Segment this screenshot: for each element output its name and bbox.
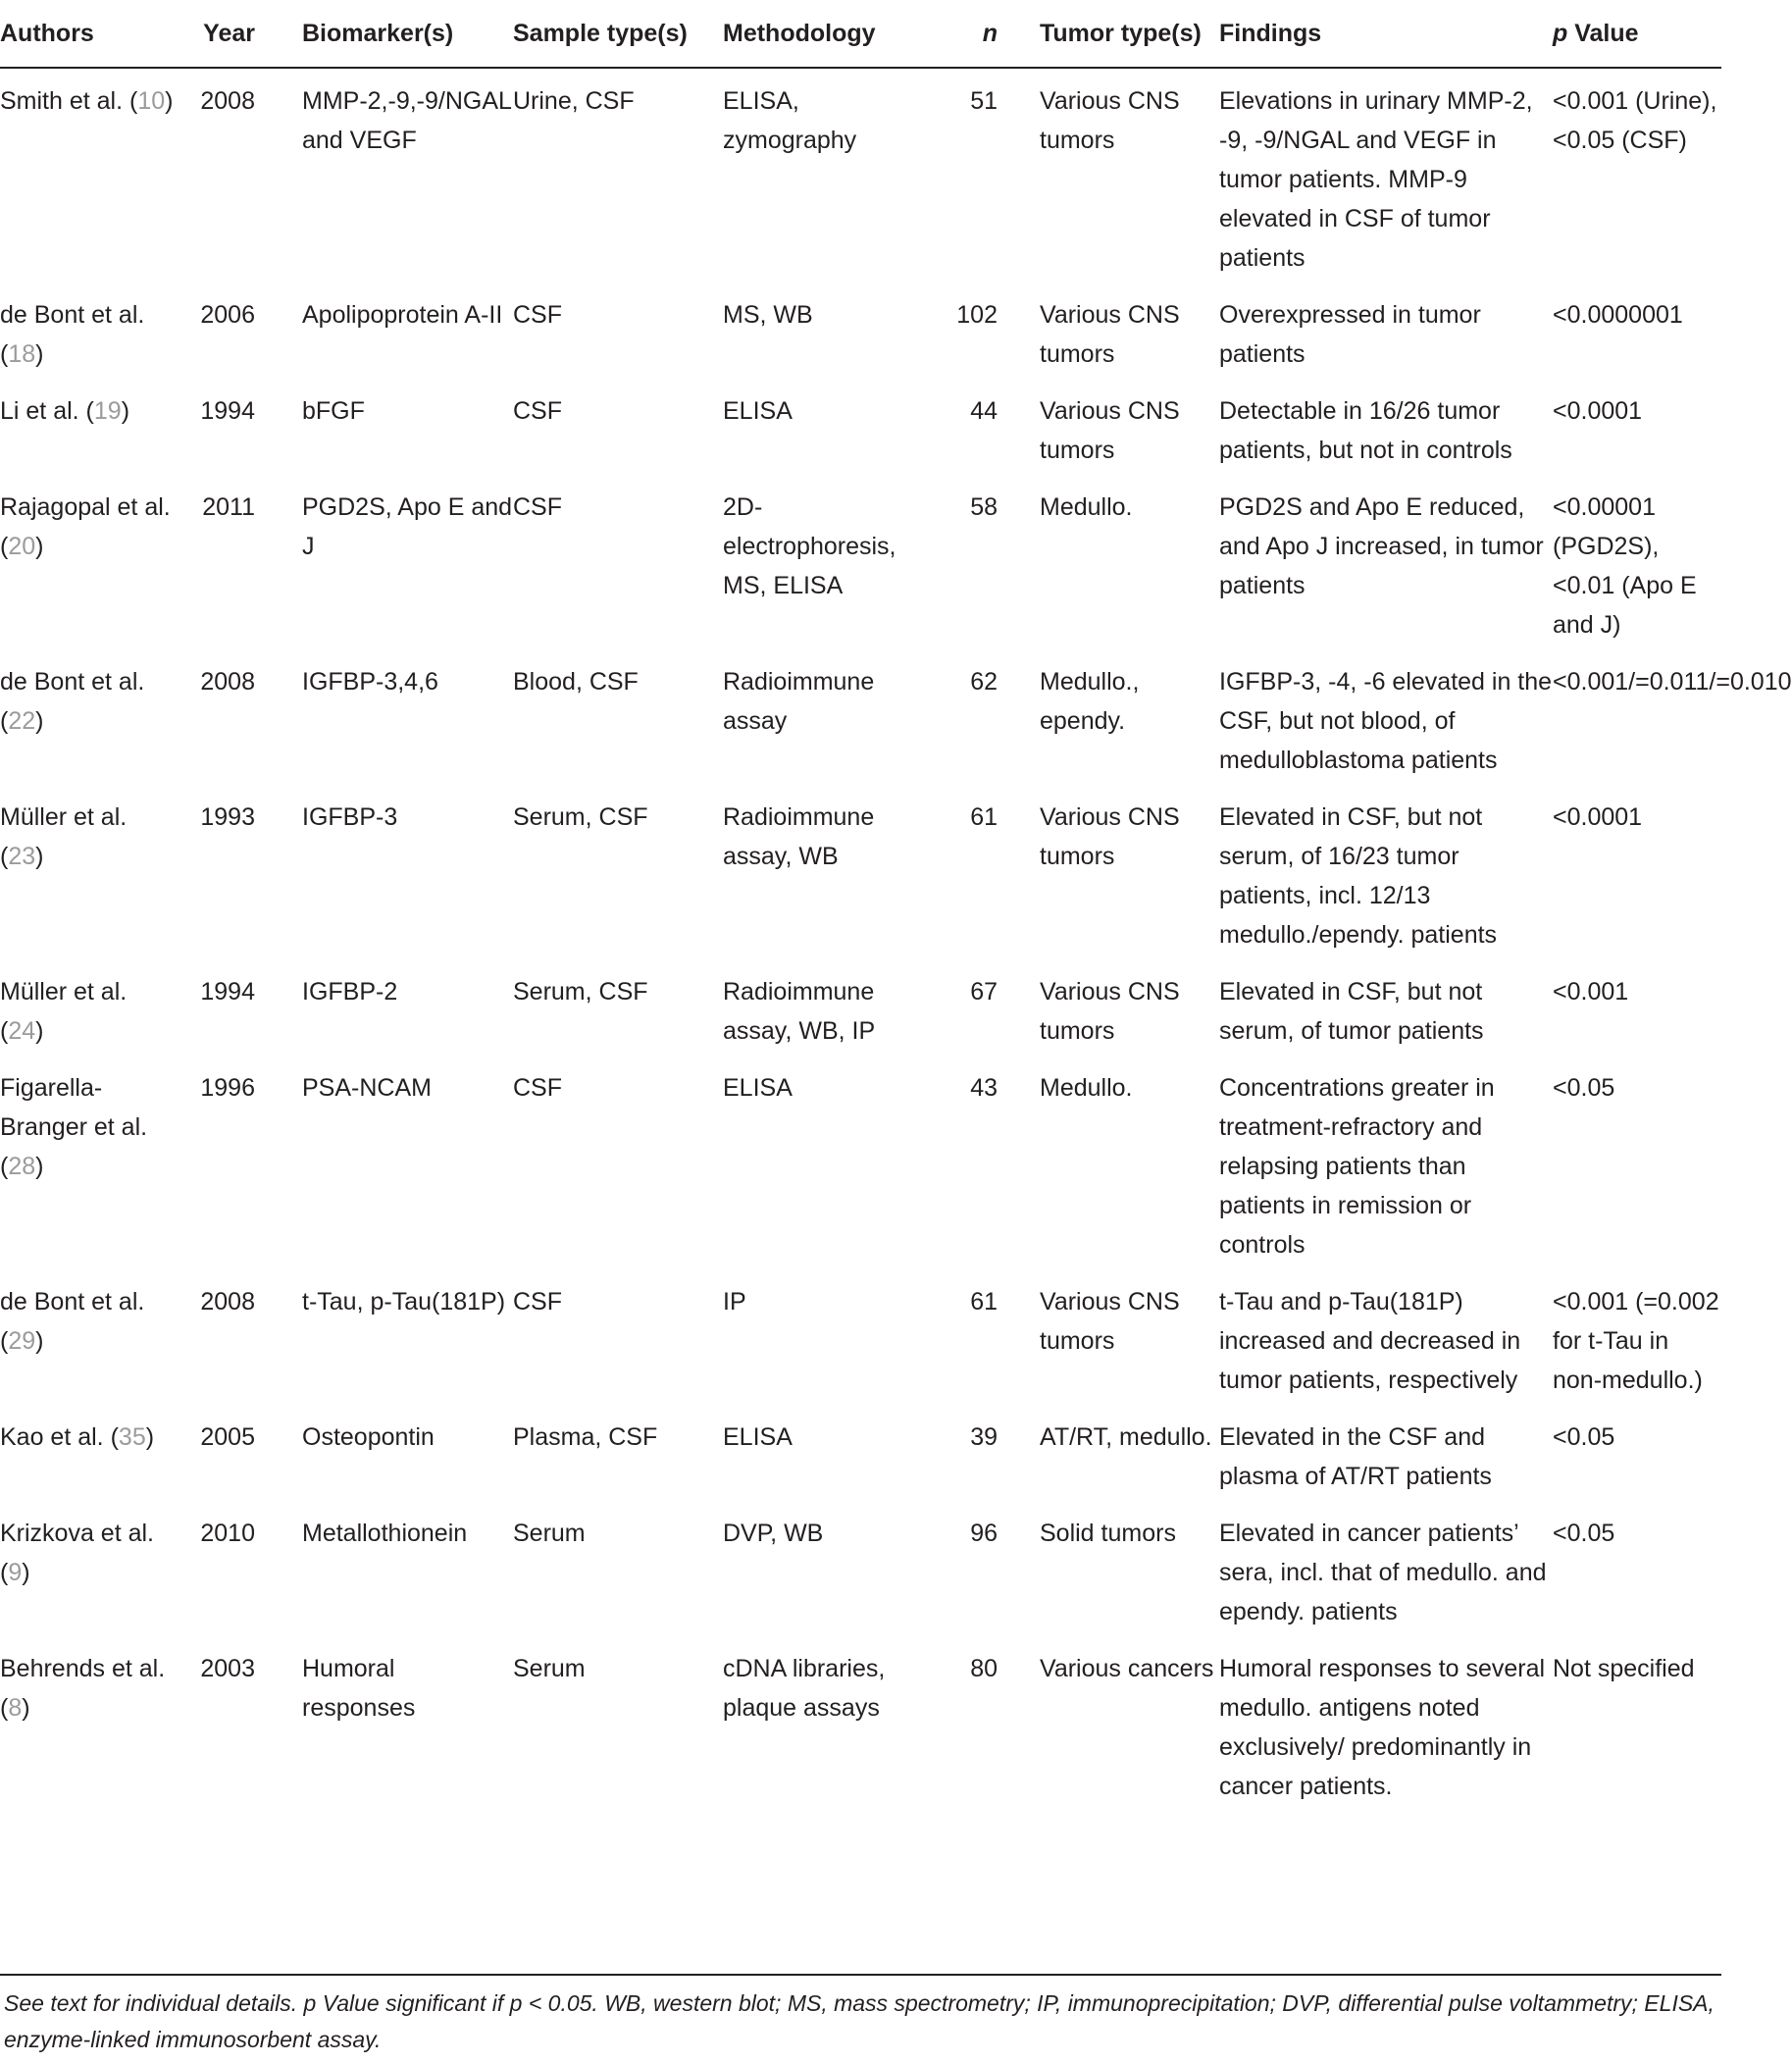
p-value-cell: Not specified: [1553, 1655, 1695, 1682]
sample-types-cell: Urine, CSF: [513, 87, 635, 115]
year-cell: 2008: [200, 668, 255, 696]
methodology-cell: Radioimmune assay, WB, IP: [723, 978, 876, 1045]
authors-cell: [0, 1514, 177, 1649]
header-n: n: [919, 4, 998, 68]
spacer-cell: [998, 1282, 1040, 1418]
spacer-cell: [998, 488, 1040, 662]
spacer-cell: [998, 1068, 1040, 1282]
author-names: Rajagopal et al.: [0, 493, 171, 521]
biomarkers-cell: IGFBP-3: [302, 803, 398, 831]
ref-paren-open: (: [0, 1694, 9, 1722]
p-value-cell: <0.0001: [1553, 803, 1643, 831]
methodology-cell: Radioimmune assay: [723, 668, 875, 735]
sample-types-cell: CSF: [513, 493, 562, 521]
author-names: de Bont et al.: [0, 668, 145, 696]
reference-number[interactable]: 20: [8, 533, 36, 560]
p-value-cell: <0.001/=0.011/=0.010: [1553, 668, 1792, 696]
table-row: [0, 662, 1721, 798]
sample-types-cell: Serum, CSF: [513, 978, 648, 1006]
authors-cell: [0, 662, 177, 798]
table-row: [0, 391, 1721, 488]
header-p-word: Value: [1567, 20, 1639, 47]
spacer-cell: [255, 1649, 302, 1824]
spacer-cell: [998, 1514, 1040, 1649]
n-cell: 67: [970, 978, 998, 1006]
reference-number[interactable]: 23: [8, 843, 36, 870]
authors-cell: [0, 1068, 177, 1282]
reference-number[interactable]: 19: [93, 397, 122, 425]
tumor-types-cell: Various CNS tumors: [1040, 1288, 1180, 1355]
sample-types-cell: CSF: [513, 1074, 562, 1102]
tumor-types-cell: Various CNS tumors: [1040, 87, 1180, 154]
findings-cell: Elevated in cancer patients’ sera, incl. that of medullo. and ependy. patients: [1219, 1520, 1547, 1625]
table-row: [0, 1068, 1721, 1282]
n-cell: 43: [970, 1074, 998, 1102]
authors-cell: [0, 798, 177, 972]
p-value-cell: <0.001 (Urine), <0.05 (CSF): [1553, 87, 1717, 154]
biomarkers-cell: IGFBP-3,4,6: [302, 668, 438, 696]
n-cell: 58: [970, 493, 998, 521]
p-value-cell: <0.05: [1553, 1520, 1615, 1547]
methodology-cell: ELISA: [723, 397, 793, 425]
findings-cell: Elevated in CSF, but not serum, of 16/23 tumor patients, incl. 12/13 medullo./ependy. patients: [1219, 803, 1498, 949]
reference-number[interactable]: 10: [137, 87, 166, 115]
header-p-letter: p: [1553, 20, 1568, 47]
author-names: Müller et al.: [0, 803, 128, 831]
tumor-types-cell: Various CNS tumors: [1040, 397, 1180, 464]
spacer-cell: [255, 68, 302, 295]
spacer-cell: [998, 972, 1040, 1068]
authors-cell: [0, 68, 177, 295]
year-cell: 1994: [200, 978, 255, 1006]
year-cell: 2006: [200, 301, 255, 329]
spacer-cell: [998, 295, 1040, 391]
author-names: Krizkova et al.: [0, 1520, 155, 1547]
p-value-cell: <0.0001: [1553, 397, 1643, 425]
table-footnote: See text for individual details. p Value significant if p < 0.05. WB, western blot; MS, mass spectrometry; IP, immunoprecipitation; DVP, differential pulse voltammetry; ELISA, enzyme-linked immunosorbent assay.: [4, 1990, 1715, 2052]
table-bottom-rule: [0, 1974, 1721, 1976]
year-cell: 2005: [200, 1423, 255, 1451]
sample-types-cell: Plasma, CSF: [513, 1423, 658, 1451]
header-authors: Authors: [0, 4, 177, 68]
author-names: Behrends et al.: [0, 1655, 166, 1682]
tumor-types-cell: Medullo.: [1040, 1074, 1133, 1102]
ref-paren-close: ): [35, 843, 44, 870]
p-value-cell: <0.001: [1553, 978, 1629, 1006]
table-row: [0, 798, 1721, 972]
ref-paren-open: (: [0, 1017, 9, 1045]
ref-paren-close: ): [35, 1327, 44, 1355]
table-row: [0, 1649, 1721, 1824]
header-sample-types: Sample type(s): [513, 4, 723, 68]
methodology-cell: Radioimmune assay, WB: [723, 803, 875, 870]
table-row: [0, 972, 1721, 1068]
authors-cell: [0, 1282, 177, 1418]
biomarkers-cell: Humoral responses: [302, 1655, 416, 1722]
n-cell: 39: [970, 1423, 998, 1451]
n-cell: 61: [970, 1288, 998, 1315]
methodology-cell: ELISA: [723, 1074, 793, 1102]
header-biomarkers: Biomarker(s): [302, 4, 513, 68]
findings-cell: t-Tau and p-Tau(181P) increased and decreased in tumor patients, respectively: [1219, 1288, 1521, 1394]
header-tumor-types: Tumor type(s): [1040, 4, 1219, 68]
year-cell: 2008: [200, 1288, 255, 1315]
p-value-cell: <0.05: [1553, 1074, 1615, 1102]
table-body: [0, 68, 1792, 1824]
n-cell: 102: [956, 301, 998, 329]
biomarkers-cell: Metallothionein: [302, 1520, 468, 1547]
ref-paren-open: (: [123, 87, 138, 115]
ref-paren-open: (: [0, 1327, 9, 1355]
spacer-cell: [998, 391, 1040, 488]
ref-paren-open: (: [0, 1559, 9, 1586]
table-row: [0, 488, 1721, 662]
ref-paren-open: (: [0, 843, 9, 870]
sample-types-cell: CSF: [513, 397, 562, 425]
ref-paren-close: ): [35, 1153, 44, 1180]
tumor-types-cell: Various CNS tumors: [1040, 803, 1180, 870]
sample-types-cell: Serum: [513, 1520, 586, 1547]
p-value-cell: <0.001 (=0.002 for t-Tau in non-medullo.): [1553, 1288, 1719, 1394]
methodology-cell: 2D-electrophoresis, MS, ELISA: [723, 493, 896, 599]
author-names: Müller et al.: [0, 978, 128, 1006]
ref-paren-open: (: [0, 1153, 9, 1180]
findings-cell: Elevated in CSF, but not serum, of tumor patients: [1219, 978, 1484, 1045]
p-value-cell: <0.05: [1553, 1423, 1615, 1451]
reference-number[interactable]: 28: [8, 1153, 36, 1180]
table-row: [0, 1514, 1721, 1649]
findings-cell: Elevated in the CSF and plasma of AT/RT patients: [1219, 1423, 1492, 1490]
reference-number[interactable]: 18: [8, 340, 36, 368]
biomarkers-cell: MMP-2,-9,-9/NGAL and VEGF: [302, 87, 512, 154]
table-header-row: [0, 4, 1721, 68]
authors-cell: [0, 1649, 177, 1824]
n-cell: 51: [970, 87, 998, 115]
reference-number[interactable]: 24: [8, 1017, 36, 1045]
year-cell: 2010: [200, 1520, 255, 1547]
n-cell: 62: [970, 668, 998, 696]
ref-paren-close: ): [35, 340, 44, 368]
authors-cell: [0, 295, 177, 391]
author-names: de Bont et al.: [0, 301, 145, 329]
ref-paren-close: ): [165, 87, 174, 115]
n-cell: 44: [970, 397, 998, 425]
spacer-cell: [998, 1418, 1040, 1514]
methodology-cell: ELISA: [723, 1423, 793, 1451]
ref-paren-open: (: [0, 707, 9, 735]
spacer-cell: [255, 798, 302, 972]
year-cell: 2008: [200, 87, 255, 115]
spacer-cell: [255, 295, 302, 391]
author-names: Smith et al.: [0, 87, 124, 115]
author-names: Li et al.: [0, 397, 79, 425]
header-methodology: Methodology: [723, 4, 919, 68]
year-cell: 1993: [200, 803, 255, 831]
spacer-cell: [255, 1514, 302, 1649]
sample-types-cell: Serum: [513, 1655, 586, 1682]
sample-types-cell: Serum, CSF: [513, 803, 648, 831]
spacer-cell: [255, 391, 302, 488]
spacer-cell: [255, 488, 302, 662]
table-row: [0, 295, 1721, 391]
p-value-cell: <0.0000001: [1553, 301, 1683, 329]
tumor-types-cell: Various CNS tumors: [1040, 301, 1180, 368]
spacer-cell: [998, 68, 1040, 295]
findings-cell: Detectable in 16/26 tumor patients, but not in controls: [1219, 397, 1512, 464]
header-p-value: [1553, 4, 1721, 68]
spacer-cell: [255, 1282, 302, 1418]
tumor-types-cell: Various cancers: [1040, 1655, 1214, 1682]
sample-types-cell: CSF: [513, 1288, 562, 1315]
reference-number[interactable]: 35: [118, 1423, 146, 1451]
biomarkers-cell: Apolipoprotein A-II: [302, 301, 503, 329]
ref-paren-open: (: [0, 340, 9, 368]
sample-types-cell: CSF: [513, 301, 562, 329]
ref-paren-open: (: [0, 533, 9, 560]
author-names: Figarella-Branger et al.: [0, 1074, 148, 1141]
authors-cell: [0, 488, 177, 662]
spacer-cell: [255, 662, 302, 798]
ref-paren-close: ): [22, 1559, 30, 1586]
tumor-types-cell: AT/RT, medullo.: [1040, 1423, 1212, 1451]
authors-cell: [0, 972, 177, 1068]
header-year: Year: [177, 4, 255, 68]
findings-cell: IGFBP-3, -4, -6 elevated in the CSF, but not blood, of medulloblastoma patients: [1219, 668, 1553, 774]
findings-cell: Overexpressed in tumor patients: [1219, 301, 1481, 368]
ref-paren-close: ): [35, 533, 44, 560]
findings-cell: Concentrations greater in treatment-refractory and relapsing patients than patients in remission or controls: [1219, 1074, 1495, 1259]
methodology-cell: IP: [723, 1288, 746, 1315]
year-cell: 1996: [200, 1074, 255, 1102]
spacer-cell: [255, 1068, 302, 1282]
methodology-cell: DVP, WB: [723, 1520, 824, 1547]
spacer-cell: [998, 798, 1040, 972]
reference-number[interactable]: 22: [8, 707, 36, 735]
findings-cell: Humoral responses to several medullo. antigens noted exclusively/ predominantly in cancer patients.: [1219, 1655, 1546, 1800]
reference-number[interactable]: 8: [8, 1694, 23, 1722]
ref-paren-close: ): [35, 707, 44, 735]
findings-cell: PGD2S and Apo E reduced, and Apo J increased, in tumor patients: [1219, 493, 1544, 599]
year-cell: 1994: [200, 397, 255, 425]
biomarker-table: [0, 4, 1792, 1824]
author-names: Kao et al.: [0, 1423, 104, 1451]
ref-paren-open: (: [78, 397, 94, 425]
reference-number[interactable]: 29: [8, 1327, 36, 1355]
header-findings: Findings: [1219, 4, 1553, 68]
ref-paren-close: ): [22, 1694, 30, 1722]
reference-number[interactable]: 9: [8, 1559, 23, 1586]
n-cell: 80: [970, 1655, 998, 1682]
biomarkers-cell: bFGF: [302, 397, 365, 425]
table-row: [0, 68, 1721, 295]
biomarkers-cell: Osteopontin: [302, 1423, 435, 1451]
tumor-types-cell: Various CNS tumors: [1040, 978, 1180, 1045]
biomarkers-cell: IGFBP-2: [302, 978, 398, 1006]
methodology-cell: ELISA, zymography: [723, 87, 857, 154]
methodology-cell: cDNA libraries, plaque assays: [723, 1655, 886, 1722]
authors-cell: [0, 391, 177, 488]
ref-paren-close: ): [121, 397, 130, 425]
table-row: [0, 1282, 1721, 1418]
tumor-types-cell: Medullo.: [1040, 493, 1133, 521]
year-cell: 2011: [202, 493, 255, 521]
biomarkers-cell: t-Tau, p-Tau(181P): [302, 1288, 506, 1315]
ref-paren-close: ): [145, 1423, 155, 1451]
spacer-cell: [255, 972, 302, 1068]
sample-types-cell: Blood, CSF: [513, 668, 639, 696]
authors-cell: [0, 1418, 177, 1514]
n-cell: 61: [970, 803, 998, 831]
ref-paren-close: ): [35, 1017, 44, 1045]
p-value-cell: <0.00001 (PGD2S), <0.01 (Apo E and J): [1553, 493, 1697, 639]
author-names: de Bont et al.: [0, 1288, 145, 1315]
ref-paren-open: (: [103, 1423, 119, 1451]
spacer-cell: [998, 662, 1040, 798]
biomarkers-cell: PSA-NCAM: [302, 1074, 432, 1102]
findings-cell: Elevations in urinary MMP-2, -9, -9/NGAL and VEGF in tumor patients. MMP-9 elevated in CSF of tumor patients: [1219, 87, 1533, 272]
spacer-cell: [998, 1649, 1040, 1824]
tumor-types-cell: Solid tumors: [1040, 1520, 1176, 1547]
table-row: [0, 1418, 1721, 1514]
year-cell: 2003: [200, 1655, 255, 1682]
biomarkers-cell: PGD2S, Apo E and J: [302, 493, 513, 560]
spacer-cell: [255, 1418, 302, 1514]
tumor-types-cell: Medullo., ependy.: [1040, 668, 1140, 735]
n-cell: 96: [970, 1520, 998, 1547]
methodology-cell: MS, WB: [723, 301, 813, 329]
